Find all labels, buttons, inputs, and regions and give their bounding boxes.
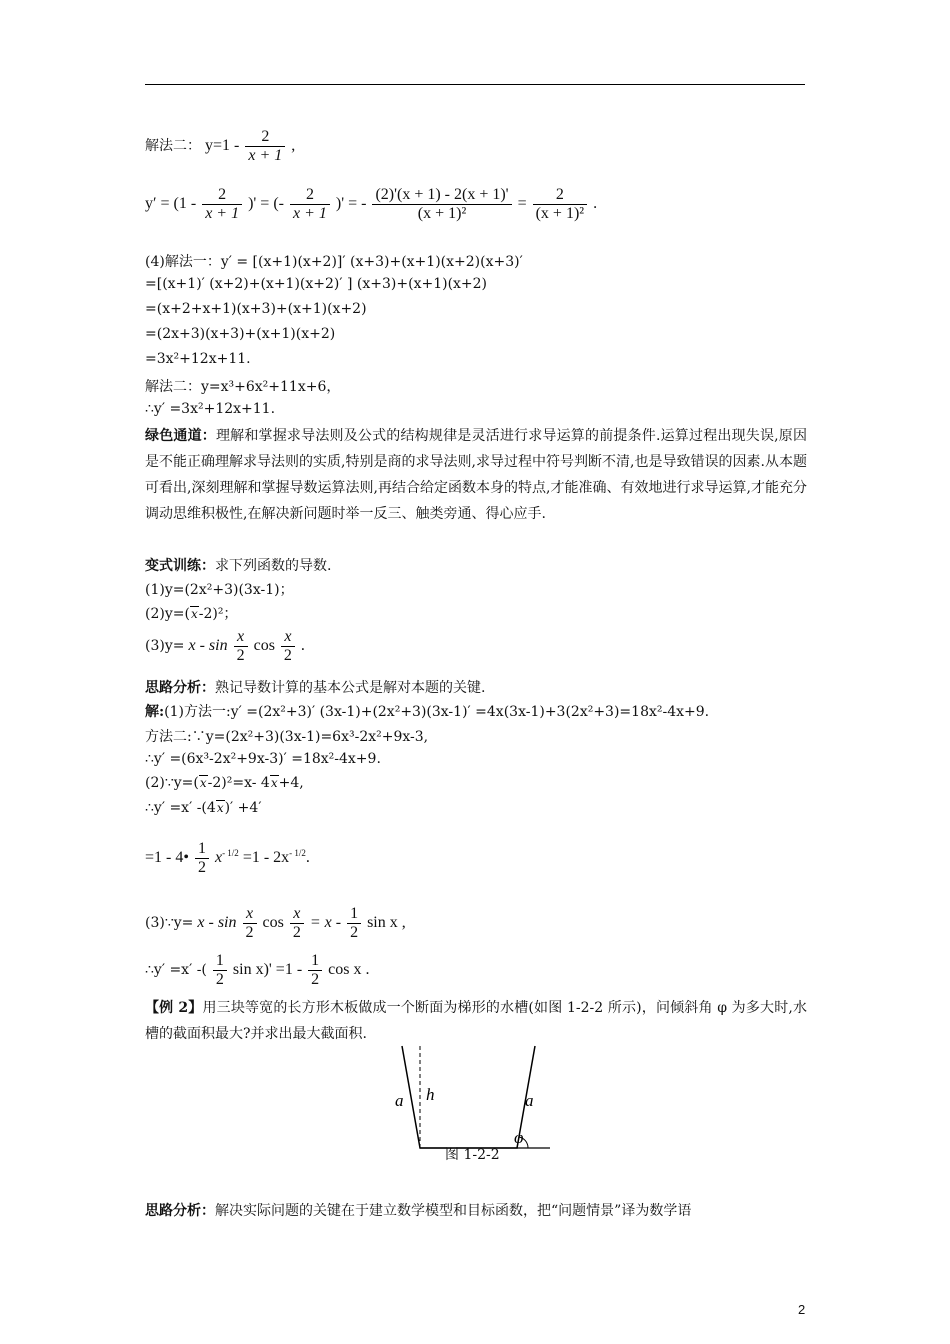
- fraction: $\frac{2}{x + 1}$: [245, 128, 285, 165]
- solution2-line: 解法二： y=1 - $\frac{2}{x + 1}$ ,: [145, 128, 296, 164]
- header-rule: [145, 84, 805, 85]
- text-line: 解法二：y=x³+6x²+11x+6，: [145, 379, 341, 395]
- fraction: $\frac{(2)'(x + 1) - 2(x + 1)'}{\text{(x + 1)²}}$: [372, 186, 511, 223]
- fraction: $\frac{x}{2}$: [290, 905, 304, 942]
- variant-3: (3)y= x - sin $\frac{x}{2}$ cos $\frac{x}{2}$ .: [145, 628, 305, 664]
- figure-caption: 图 1-2-2: [445, 1147, 500, 1163]
- solution-3a: (3)∵y= x - sin $\frac{x}{2}$ cos $\frac{x}{2}$ = x - $\frac{1}{2}$ sin x ,: [145, 905, 406, 941]
- solution-3b: ∴y′ =x′ -( $\frac{1}{2}$ sin x)' =1 - $\frac{1}{2}$ cos x .: [145, 952, 370, 988]
- fraction: $\frac{1}{2}$: [195, 840, 209, 877]
- text-line: 方法二:∵y=(2x²+3)(3x-1)=6x³-2x²+9x-3,: [145, 729, 429, 745]
- text-line: =3x²+12x+11.: [145, 351, 251, 367]
- label-a-right: a: [525, 1091, 534, 1110]
- fraction: $\frac{2}{\text{(x + 1)²}}$: [533, 186, 587, 223]
- variant-heading: 变式训练：求下列函数的导数.: [145, 558, 332, 574]
- solution-2b: ∴y′ =x′ -(4x)′ +4′: [145, 800, 262, 816]
- fraction: $\frac{2}{x + 1}$: [202, 186, 242, 223]
- text-line: (1)y=(2x²+3)(3x-1)；: [145, 582, 294, 598]
- green-channel-label: 绿色通道：: [145, 428, 216, 444]
- text-line: =[(x+1)′ (x+2)+(x+1)(x+2)′ ] (x+3)+(x+1)(x+2): [145, 276, 488, 292]
- text-line: =(x+2+x+1)(x+3)+(x+1)(x+2): [145, 301, 367, 317]
- fraction: $\frac{x}{2}$: [281, 628, 295, 665]
- fraction: $\frac{1}{2}$: [308, 952, 322, 989]
- text-line: ∴y′ =3x²+12x+11.: [145, 401, 276, 417]
- label-h: h: [426, 1085, 435, 1104]
- fraction: $\frac{2}{x + 1}$: [290, 186, 330, 223]
- idea-analysis-2: 思路分析：解决实际问题的关键在于建立数学模型和目标函数，把“问题情景”译为数学语: [145, 1203, 692, 1219]
- label-a-left: a: [395, 1091, 404, 1110]
- solution-1: 解:(1)方法一:y′ =(2x²+3)′ (3x-1)+(2x²+3)(3x-1)′ =4x(3x-1)+3(2x²+3)=18x²-4x+9.: [145, 704, 710, 720]
- page-number: 2: [798, 1302, 806, 1317]
- idea-analysis: 思路分析：熟记导数计算的基本公式是解对本题的关键.: [145, 680, 486, 696]
- solution-2a: (2)∵y=(x-2)²=x- 4x+4,: [145, 775, 304, 791]
- solution-2c: =1 - 4• $\frac{1}{2}$ $x^{- 1/2} =1 - 2x^{- 1/2}$.: [145, 840, 310, 876]
- label-phi: φ: [514, 1128, 524, 1147]
- text-line: (4)解法一：y′ = [(x+1)(x+2)]′ (x+3)+(x+1)(x+2)(x+3)′: [145, 254, 523, 270]
- fraction: $\frac{1}{2}$: [347, 905, 361, 942]
- fraction: $\frac{x}{2}$: [234, 628, 248, 665]
- text-line: ∴y′ =(6x³-2x²+9x-3)′ =18x²-4x+9.: [145, 751, 381, 767]
- variant-2: (2)y=(x-2)²；: [145, 606, 238, 622]
- example-2: 【例 2】用三块等宽的长方形木板做成一个断面为梯形的水槽(如图 1-2-2 所示)，问倾斜角 φ 为多大时,水槽的截面积最大?并求出最大截面积.: [145, 1000, 807, 1042]
- derivative-line: y′ = (1 - $\frac{2}{x + 1}$ )' = (- $\frac{2}{x + 1}$ )' = - $\frac{(2)'(x + 1) - 2(x + 1)'}{\text{(x + 1)²}}$ = $\frac{2}{\text{(x + 1)²}}$ .: [145, 186, 598, 222]
- fraction: $\frac{x}{2}$: [243, 905, 257, 942]
- fraction: $\frac{1}{2}$: [213, 952, 227, 989]
- text-line: =(2x+3)(x+3)+(x+1)(x+2): [145, 326, 336, 342]
- trough-figure: [380, 1040, 570, 1155]
- green-channel-paragraph: 绿色通道：理解和掌握求导法则及公式的结构规律是灵活进行求导运算的前提条件.运算过程出现失误,原因是不能正确理解求导法则的实质,特别是商的求导法则,求导过程中符号判断不清,也是导致错误的因素.从本题可看出,深刻理解和掌握导数运算法则,再结合给定函数本身的特点,才能准确、有效地进行求导运算,才能充分调动思维积极性,在解决新问题时举一反三、触类旁通、得心应手.: [145, 428, 807, 522]
